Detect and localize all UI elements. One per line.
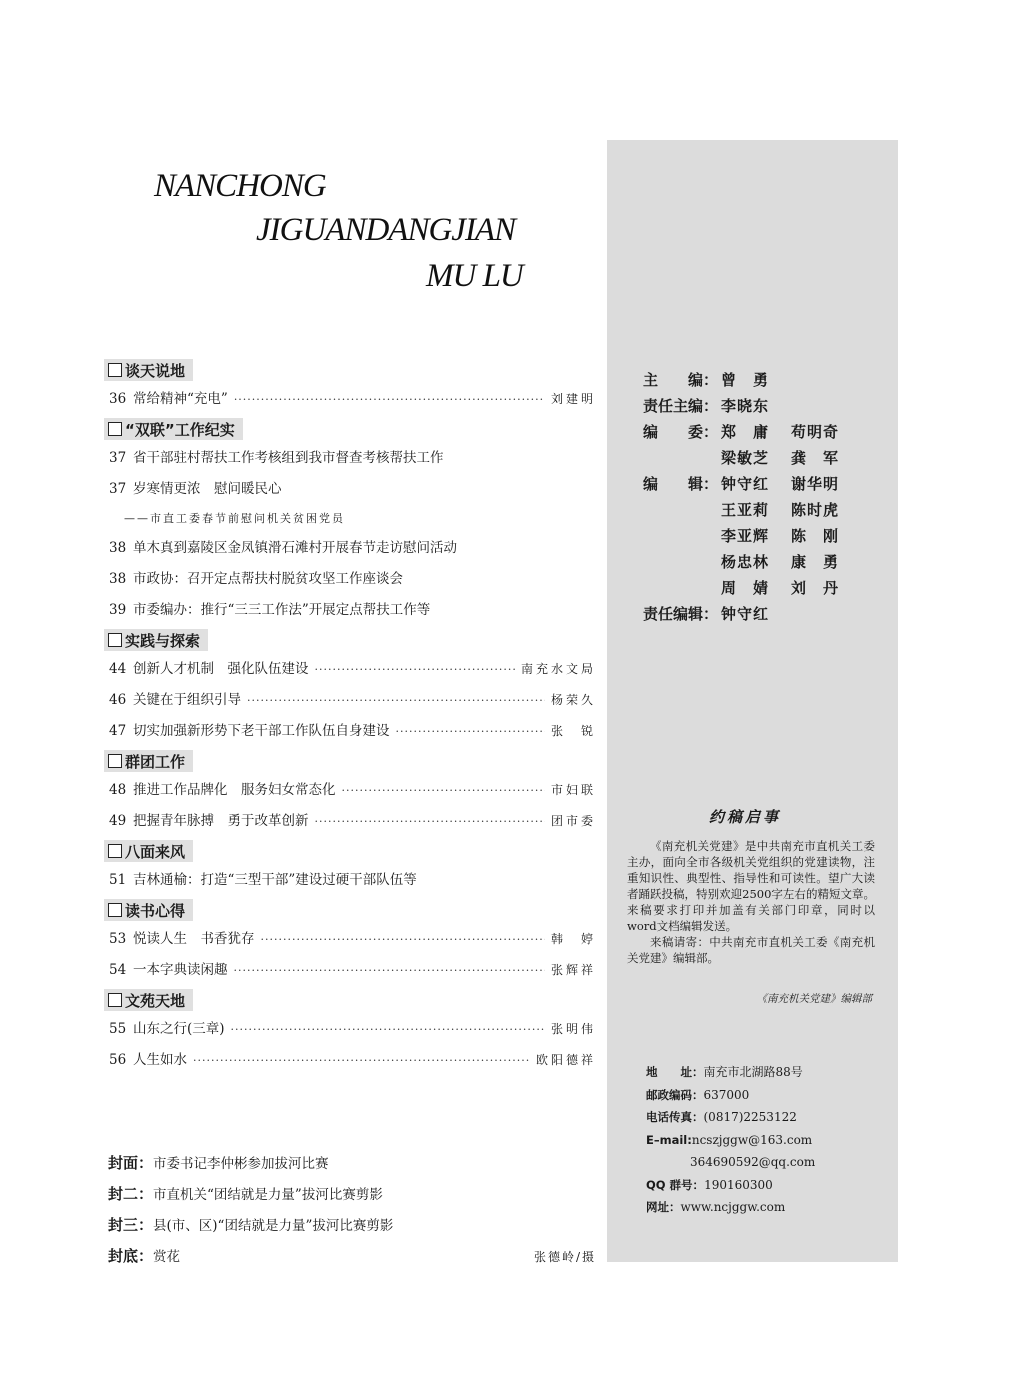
- entry-title: 单木真到嘉陵区金凤镇滑石滩村开展春节走访慰问活动: [133, 540, 457, 556]
- dot-leader: [247, 685, 545, 716]
- entry-title: 岁寒情更浓 慰问暖民心: [133, 481, 282, 497]
- contact-address: [646, 1061, 815, 1084]
- contact-value[interactable]: ncszjggw@163.com: [691, 1132, 813, 1147]
- toc-entry[interactable]: [104, 595, 596, 626]
- toc-entry[interactable]: [104, 775, 596, 806]
- checkbox-square-icon: [108, 422, 122, 436]
- checkbox-square-icon: [108, 844, 122, 858]
- entry-title: 关键在于组织引导: [133, 692, 241, 708]
- staff-name: 陈时虎: [791, 501, 840, 519]
- staff-row: [643, 523, 861, 549]
- section-title: 群团工作: [125, 752, 186, 771]
- entry-title: 人生如水: [133, 1052, 187, 1068]
- staff-row: [643, 367, 861, 393]
- contact-email: [646, 1129, 815, 1152]
- staff-names: [721, 549, 861, 575]
- toc-entry[interactable]: [104, 654, 596, 685]
- entry-title: 吉林通榆：打造“三型干部”建设过硬干部队伍等: [133, 872, 417, 888]
- page-number: 49: [109, 813, 127, 829]
- entry-title: 悦读人生 书香犹存: [133, 931, 255, 947]
- contact-zip: [646, 1084, 815, 1107]
- staff-row: [643, 393, 861, 419]
- staff-name: 杨忠林: [721, 553, 770, 571]
- toc-entry[interactable]: [104, 564, 596, 595]
- page-number: 37: [109, 481, 127, 497]
- checkbox-square-icon: [108, 903, 122, 917]
- toc-entry[interactable]: [104, 1045, 596, 1076]
- staff-role: [643, 445, 721, 471]
- contact-qq: [646, 1174, 815, 1197]
- section-title: 读书心得: [125, 901, 186, 920]
- dot-leader: [261, 924, 545, 955]
- staff-names: [721, 367, 791, 393]
- entry-author: 张 锐: [550, 724, 596, 738]
- staff-name: 刘 丹: [791, 579, 840, 597]
- section-heading: [104, 750, 193, 772]
- toc-entry[interactable]: [104, 685, 596, 716]
- notice-title: 约稿启事: [708, 808, 781, 826]
- staff-role: [643, 497, 721, 523]
- page-number: 47: [109, 723, 127, 739]
- section-heading: [104, 359, 193, 381]
- staff-name: 周 婧: [721, 579, 770, 597]
- cover-text: 市直机关“团结就是力量”拔河比赛剪影: [153, 1187, 383, 1203]
- staff-row: [643, 419, 861, 445]
- cover-text: 县(市、区)“团结就是力量”拔河比赛剪影: [153, 1218, 394, 1234]
- staff-name: 钟守红: [721, 475, 770, 493]
- contact-label: E–mail:: [646, 1132, 692, 1147]
- section-heading: [104, 840, 193, 862]
- section-title: 八面来风: [125, 842, 186, 861]
- toc-entry[interactable]: [104, 716, 596, 747]
- staff-role: [643, 549, 721, 575]
- cover-caption: [108, 1241, 596, 1272]
- staff-role: [643, 523, 721, 549]
- contact-value[interactable]: 364690592@qq.com: [690, 1155, 816, 1169]
- cover-label: 封面：: [108, 1154, 154, 1172]
- entry-title: 常给精神“充电”: [133, 391, 228, 407]
- section-title: 文苑天地: [125, 991, 186, 1010]
- entry-author: 欧阳德祥: [535, 1053, 596, 1067]
- contact-info: [646, 1061, 815, 1219]
- staff-role: [643, 575, 721, 601]
- dot-leader: [396, 716, 545, 747]
- contact-value[interactable]: www.ncjggw.com: [680, 1200, 786, 1214]
- staff-names: [721, 419, 861, 445]
- masthead-line-1: NANCHONG: [154, 168, 326, 204]
- page-number: 46: [109, 692, 127, 708]
- entry-title: 一本字典读闲趣: [133, 962, 228, 978]
- table-of-contents: [104, 356, 596, 1076]
- staff-name: 龚 军: [791, 449, 840, 467]
- entry-title: 市委编办：推行“三三工作法”开展定点帮扶工作等: [133, 602, 431, 618]
- page-number: 36: [109, 391, 127, 407]
- entry-title: ——市直工委春节前慰问机关贫困党员: [124, 512, 345, 525]
- entry-title: 省干部驻村帮扶工作考核组到我市督查考核帮扶工作: [133, 450, 444, 466]
- page-number: 39: [109, 602, 127, 618]
- contact-value: (0817)2253122: [703, 1110, 797, 1124]
- staff-name: 苟明奇: [791, 423, 840, 441]
- entry-author: 韩 婷: [550, 932, 596, 946]
- page-number: 37: [109, 450, 127, 466]
- staff-names: [721, 445, 861, 471]
- contact-website: [646, 1196, 815, 1219]
- page-number: 48: [109, 782, 127, 798]
- contact-email-2: [646, 1151, 815, 1174]
- staff-role: 编 辑：: [643, 475, 719, 493]
- entry-author: 杨荣久: [550, 693, 596, 707]
- dot-leader: [234, 955, 545, 986]
- page-number: 55: [109, 1021, 127, 1037]
- staff-name: 钟守红: [721, 605, 770, 623]
- entry-author: 市妇联: [550, 783, 596, 797]
- staff-role: 主 编：: [643, 371, 719, 389]
- dot-leader: [315, 654, 515, 685]
- staff-name: 王亚莉: [721, 501, 770, 519]
- section-heading: [104, 989, 193, 1011]
- cover-label: 封三：: [108, 1216, 154, 1234]
- entry-title: 把握青年脉搏 勇于改革创新: [133, 813, 309, 829]
- cover-caption: [108, 1210, 596, 1241]
- notice-paragraph: 《南充机关党建》是中共南充市直机关工委主办，面向全市各级机关党组织的党建读物，注重知识性、典型性、指导性和可读性。望广大读者踊跃投稿，特别欢迎2500字左右的精短文章。来稿要求打印并加盖有关部门印章，同时以word文档编辑发送。: [627, 839, 875, 933]
- entry-title: 创新人才机制 强化队伍建设: [133, 661, 309, 677]
- staff-name: 曾 勇: [721, 371, 770, 389]
- toc-entry[interactable]: [104, 955, 596, 986]
- masthead-line-2: JIGUANDANGJIAN: [256, 212, 516, 248]
- toc-entry[interactable]: [104, 1014, 596, 1045]
- contact-label: 电话传真：: [646, 1110, 704, 1124]
- dot-leader: [231, 1014, 545, 1045]
- toc-entry[interactable]: [104, 505, 596, 533]
- staff-role: 责任编辑：: [643, 605, 719, 623]
- page-number: 54: [109, 962, 127, 978]
- section-title: “双联”工作纪实: [125, 420, 235, 439]
- masthead-line-3: MU LU: [426, 258, 523, 294]
- staff-row: [643, 471, 861, 497]
- cover-text: 市委书记李仲彬参加拔河比赛: [153, 1156, 329, 1172]
- staff-name: 梁敏芝: [721, 449, 770, 467]
- entry-author: 张辉祥: [550, 963, 596, 977]
- cover-label: 封底：: [108, 1247, 154, 1265]
- contact-value: 南充市北湖路88号: [703, 1065, 803, 1079]
- cover-text: 赏花: [153, 1249, 181, 1265]
- entry-author: 团市委: [550, 814, 596, 828]
- dot-leader: [234, 384, 545, 415]
- page-number: 38: [109, 571, 127, 587]
- entry-title: 市政协：召开定点帮扶村脱贫攻坚工作座谈会: [133, 571, 403, 587]
- staff-row: [643, 575, 861, 601]
- staff-names: [721, 601, 791, 627]
- entry-title: 山东之行(三章): [133, 1021, 225, 1037]
- notice-body: [627, 838, 875, 966]
- contact-value: 637000: [703, 1087, 750, 1102]
- staff-row: [643, 549, 861, 575]
- staff-row: [643, 445, 861, 471]
- cover-captions: [108, 1148, 596, 1272]
- checkbox-square-icon: [108, 754, 122, 768]
- cover-caption: [108, 1148, 596, 1179]
- toc-entry[interactable]: [104, 806, 596, 837]
- contact-label: 地 址：: [646, 1065, 704, 1079]
- page-number: 44: [109, 661, 127, 677]
- toc-entry[interactable]: [104, 443, 596, 474]
- entry-title: 推进工作品牌化 服务妇女常态化: [133, 782, 336, 798]
- page-number: 53: [109, 931, 127, 947]
- entry-author: 刘建明: [550, 392, 596, 406]
- cover-label: 封二：: [108, 1185, 154, 1203]
- entry-author: 南充水文局: [520, 662, 596, 676]
- checkbox-square-icon: [108, 633, 122, 647]
- staff-names: [721, 393, 791, 419]
- page-number: 56: [109, 1052, 127, 1068]
- staff-names: [721, 523, 861, 549]
- staff-role: 责任主编：: [643, 397, 719, 415]
- dot-leader: [193, 1045, 530, 1076]
- dot-leader: [342, 775, 545, 806]
- staff-name: 康 勇: [791, 553, 840, 571]
- staff-name: 陈 刚: [791, 527, 840, 545]
- staff-name: 谢华明: [791, 475, 840, 493]
- photo-credit: 张德岭/摄: [533, 1250, 596, 1264]
- contact-phone: [646, 1106, 815, 1129]
- contact-label: 邮政编码：: [646, 1087, 704, 1102]
- staff-names: [721, 575, 861, 601]
- staff-row: [643, 497, 861, 523]
- editorial-staff: [643, 367, 861, 627]
- toc-entry[interactable]: [104, 533, 596, 564]
- cover-caption: [108, 1179, 596, 1210]
- section-heading: [104, 899, 193, 921]
- toc-entry[interactable]: [104, 474, 596, 505]
- page-number: 51: [109, 872, 127, 888]
- entry-title: 切实加强新形势下老干部工作队伍自身建设: [133, 723, 390, 739]
- staff-name: 李亚辉: [721, 527, 770, 545]
- checkbox-square-icon: [108, 993, 122, 1007]
- entry-author: 张明伟: [550, 1022, 596, 1036]
- staff-name: 郑 庸: [721, 423, 770, 441]
- staff-names: [721, 497, 861, 523]
- section-heading: [104, 418, 243, 440]
- dot-leader: [315, 806, 545, 837]
- toc-entry[interactable]: [104, 865, 596, 896]
- page-number: 38: [109, 540, 127, 556]
- contact-label: 网址：: [646, 1200, 681, 1214]
- checkbox-square-icon: [108, 363, 122, 377]
- toc-entry[interactable]: [104, 384, 596, 415]
- toc-entry[interactable]: [104, 924, 596, 955]
- section-title: 实践与探索: [125, 631, 201, 650]
- notice-signature: 《南充机关党建》编辑部: [756, 993, 872, 1005]
- notice-paragraph: 来稿请寄：中共南充市直机关工委《南充机关党建》编辑部。: [627, 935, 875, 965]
- contact-label: QQ 群号：: [646, 1177, 705, 1192]
- staff-names: [721, 471, 861, 497]
- staff-row: [643, 601, 861, 627]
- contact-value: 190160300: [704, 1177, 773, 1192]
- section-title: 谈天说地: [125, 361, 186, 380]
- staff-role: 编 委：: [643, 423, 719, 441]
- staff-name: 李晓东: [721, 397, 770, 415]
- section-heading: [104, 629, 208, 651]
